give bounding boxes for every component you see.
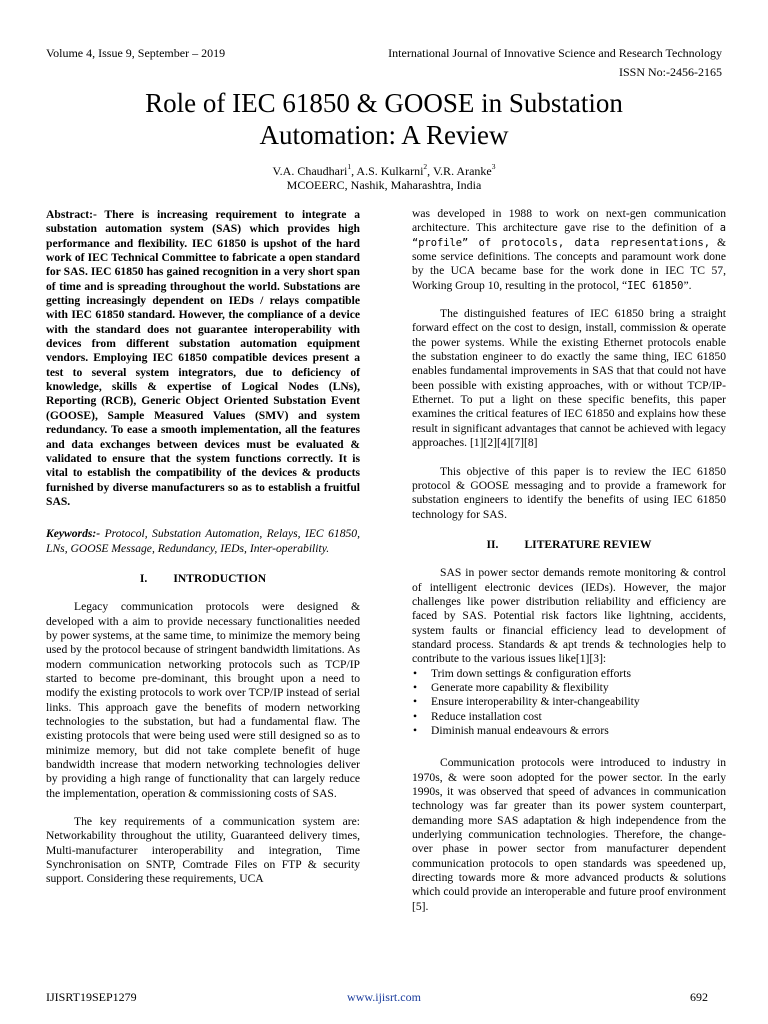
page-title: [40, 87, 728, 151]
list-item-text: Trim down settings & configuration efforts: [431, 666, 631, 680]
author-2: , A.S. Kulkarni: [351, 164, 424, 178]
intro-text-segment: was developed in 1988 to work on next-gen communication architecture. This architecture gave rise to the definition of: [412, 207, 726, 235]
header-volume: Volume 4, Issue 9, September – 2019: [46, 46, 226, 60]
author-names: [40, 164, 728, 178]
intro-text-segment: & some service definitions. The concepts and paramount work done by the UCA became base for the work done in IEC TC 57, Working Group 10, resulting in the protocol, “: [412, 235, 726, 292]
intro-paragraph-2-continued: [412, 207, 726, 293]
section-title: INTRODUCTION: [173, 571, 267, 585]
title-line-2: Automation: A Review: [259, 120, 509, 150]
list-item-text: Diminish manual endeavours & errors: [431, 724, 609, 737]
author-3-affiliation-mark: 3: [491, 162, 496, 171]
literature-paragraph-1: SAS in power sector demands remote monitoring & control of intelligent electronic devices (IEDs). However, the major challenges like power distribution reliability and efficiency are faced by SAS. Potential risk factors like lightning, accidents, system faults or financial efficiency lead to development of standard process. Standards & apt trends & technologies help to contribute to the various issues like[1][3]:: [412, 566, 726, 666]
author-2-affiliation-mark: 2: [423, 162, 428, 171]
header-issn: ISSN No:-2456-2165: [618, 65, 722, 79]
list-item: [412, 710, 726, 724]
footer-page-number: 692: [690, 990, 708, 1004]
literature-paragraph-2: Communication protocols were introduced to industry in 1970s, & were soon adopted for the power sector. In the early 1990s, it was observed that speed of advances in communication technology was far greater than its power system counterpart, demanding more SAS adaptation & high independence from the underlying communication technologies. Therefore, the change-over phase in power sector from manufacturer dependent communication protocols to open standards was speedened up, directing towards more & more advanced products & solutions which could provide an interoperable and future proof environment [5].: [412, 756, 726, 913]
section-title: LITERATURE REVIEW: [524, 537, 652, 551]
intro-paragraph-2: The key requirements of a communication system are: Networkability throughout the utility, Guaranteed delivery times, Multi-manufacturer interoperability and integration, Time Synchronisation on SNTP, Comtrade Files on FTP & security support. Considering these requirements, UCA: [46, 815, 360, 886]
section-heading-literature-review: [412, 538, 726, 552]
header-journal: International Journal of Innovative Science and Research Technology: [388, 46, 722, 60]
bullet-icon: •: [413, 724, 418, 737]
list-item-text: Reduce installation cost: [431, 709, 542, 723]
title-line-1: Role of IEC 61850 & GOOSE in Substation: [145, 88, 623, 118]
list-item-text: Ensure interoperability & inter-changeability: [431, 695, 640, 709]
author-1: V.A. Chaudhari: [272, 164, 348, 178]
keywords-paragraph: [46, 527, 360, 556]
intro-paragraph-1: Legacy communication protocols were designed & developed with a aim to provide necessary functionalities needed by power systems, at the same time, to minimize the memory being used by the protocol because of stringent bandwidth limitations. As modern communication networking protocols such as TCP/IP started to become pre-dominant, this brought upon a need to modify the existing protocols to work over TCP/IP instead of serial links. This approach gave the benefits of modern networking technologies to the substation, but had a fundamental flaw. The existing protocols that were being used were still designed so as to minimize memory, but did not take complete benefit of huge bandwidth increase that modern networking technologies deliver by providing a high range of functionality that can largely reduce the implementation, operation & commissioning costs of SAS.: [46, 600, 360, 800]
intro-mono-segment: IEC 61850: [627, 279, 684, 292]
intro-mono-segment: a “profile” of protocols, data representations,: [412, 222, 726, 249]
intro-paragraph-4: This objective of this paper is to review the IEC 61850 protocol & GOOSE messaging and to provide a framework for substation engineers to identify the benefits of using IEC 61850 technology for SAS.: [412, 464, 726, 521]
issues-bullet-list: [412, 667, 726, 739]
section-heading-introduction: [46, 572, 360, 586]
list-item-text: Generate more capability & flexibility: [431, 680, 609, 694]
abstract-paragraph: Abstract:- There is increasing requirement to integrate a substation automation system (SAS) which provides high performance and flexibility. IEC 61850 is upshot of the hard work of IEC Technical Committee to fabricate a open standard for SAS. IEC 61850 has gained recognition in a very short span of time and is spreading throughout the world. Substations are getting increasingly dependent on IEDs / relays compatible with IEC 61850 standard. However, the compliance of a device with the standard does not guarantee interoperability with devices from different substation automation equipment vendors. Employing IEC 61850 compatible devices present a test to several system integrators, due to deficiency of knowledge, skills & expertise of Logical Nodes (LNs), Reporting (RCB), Generic Object Oriented Substation Event (GOOSE), Sample Measured Values (SMV) and system redundancy. To ease a smooth implementation, all the features and data exchanges between devices must be evaluated & validated to ensure that the system functions correctly. It is vital to establish the compatibility of the devices & products furnished by diverse manufacturers so as to establish a fruitful SAS.: [46, 208, 360, 508]
left-column: [46, 208, 360, 887]
list-item: [412, 667, 726, 681]
bullet-icon: •: [413, 709, 418, 723]
bullet-icon: •: [413, 680, 418, 694]
author-3: , V.R. Aranke: [427, 164, 492, 178]
bullet-icon: •: [413, 666, 418, 680]
list-item: [412, 695, 726, 709]
author-1-affiliation-mark: 1: [347, 162, 352, 171]
section-number: I.: [139, 571, 148, 585]
list-item: [412, 724, 726, 738]
intro-text-segment: ”.: [683, 278, 692, 292]
bullet-icon: •: [413, 695, 418, 709]
footer-paper-id: IJISRT19SEP1279: [46, 990, 137, 1004]
list-item: [412, 681, 726, 695]
right-column: [412, 207, 726, 914]
author-affiliation: MCOEERC, Nashik, Maharashtra, India: [286, 178, 482, 192]
footer-website-link[interactable]: www.ijisrt.com: [347, 990, 421, 1004]
author-block: [40, 164, 728, 192]
section-number: II.: [486, 537, 499, 551]
keywords-label: Keywords:-: [46, 527, 101, 541]
keywords-text: Protocol, Substation Automation, Relays, IEC 61850, LNs, GOOSE Message, Redundancy, IEDs, Inter-operability.: [46, 527, 360, 555]
intro-paragraph-3: The distinguished features of IEC 61850 bring a straight forward effect on the cost to design, install, commission & operate the power systems. While the existing Ethernet protocols enable the substation engineer to do exactly the same thing, IEC 61850 enables fundamental improvements in SAS that that could not have been possible with existing approaches, with or without TCP/IP-Ethernet. To put a light on these specific benefits, this paper examines the critical features of IEC 61850 and explains how these result in significant advantages that cannot be achieved with legacy approaches. [1][2][4][7][8]: [412, 307, 726, 450]
